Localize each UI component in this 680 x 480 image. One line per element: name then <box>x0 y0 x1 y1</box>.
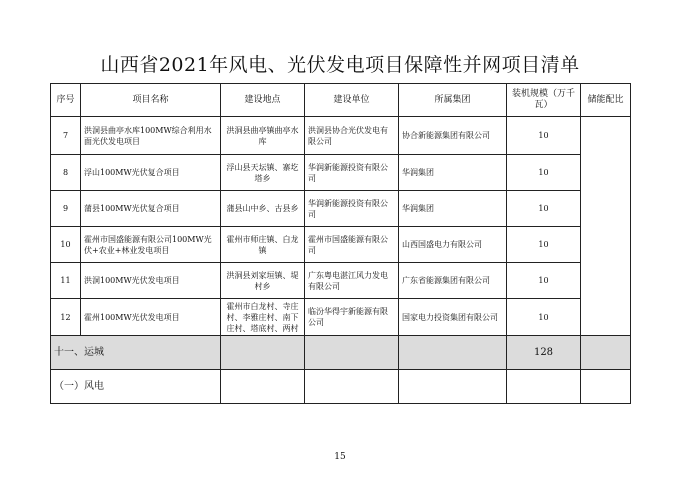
header-unit: 建设单位 <box>305 84 399 117</box>
cell-group: 华润集团 <box>399 155 507 191</box>
cell-location: 浮山县天坛镇、寨圪塔乡 <box>221 155 305 191</box>
region-name: 十一、运城 <box>51 336 221 370</box>
subcategory-name: （一）风电 <box>51 370 221 404</box>
cell-name: 洪洞县曲亭水库100MW综合利用水面光伏发电项目 <box>81 117 221 155</box>
cell-capacity: 10 <box>507 155 581 191</box>
cell-storage-merged <box>581 117 631 336</box>
region-row <box>51 336 631 370</box>
cell-unit: 华润新能源投资有限公司 <box>305 155 399 191</box>
cell-group: 山西国盛电力有限公司 <box>399 227 507 263</box>
region-empty-cell <box>305 336 399 370</box>
header-name: 项目名称 <box>81 84 221 117</box>
cell-unit: 广东粤电湛江风力发电有限公司 <box>305 263 399 299</box>
cell-group: 华润集团 <box>399 191 507 227</box>
table-header-row <box>51 84 631 117</box>
cell-name: 洪洞100MW光伏发电项目 <box>81 263 221 299</box>
table-row <box>51 191 631 227</box>
region-empty-cell <box>399 336 507 370</box>
cell-unit: 临汾华得宇新能源有限公司 <box>305 299 399 336</box>
cell-location: 蒲县山中乡、古县乡 <box>221 191 305 227</box>
cell-seq: 11 <box>51 263 81 299</box>
table-row <box>51 263 631 299</box>
cell-seq: 12 <box>51 299 81 336</box>
project-table <box>50 83 631 404</box>
cell-capacity: 10 <box>507 117 581 155</box>
table-row <box>51 227 631 263</box>
cell-name: 霍州市国盛能源有限公司100MW光伏+农业+林业发电项目 <box>81 227 221 263</box>
header-location: 建设地点 <box>221 84 305 117</box>
cell-group: 国家电力投资集团有限公司 <box>399 299 507 336</box>
subcategory-empty-cell <box>399 370 507 404</box>
region-capacity: 128 <box>507 336 581 370</box>
subcategory-row <box>51 370 631 404</box>
page-number: 15 <box>334 452 346 462</box>
cell-group: 协合新能源集团有限公司 <box>399 117 507 155</box>
subcategory-empty-cell <box>581 370 631 404</box>
header-storage: 储能配比 <box>581 84 631 117</box>
cell-seq: 8 <box>51 155 81 191</box>
cell-name: 蒲县100MW光伏复合项目 <box>81 191 221 227</box>
subcategory-empty-cell <box>507 370 581 404</box>
cell-capacity: 10 <box>507 263 581 299</box>
region-empty-cell <box>221 336 305 370</box>
subcategory-empty-cell <box>305 370 399 404</box>
header-seq: 序号 <box>51 84 81 117</box>
cell-capacity: 10 <box>507 191 581 227</box>
region-empty-cell <box>581 336 631 370</box>
cell-seq: 10 <box>51 227 81 263</box>
table-row <box>51 155 631 191</box>
cell-location: 霍州市师庄镇、白龙镇 <box>221 227 305 263</box>
cell-seq: 9 <box>51 191 81 227</box>
table-row <box>51 117 631 155</box>
page-title: 山西省2021年风电、光伏发电项目保障性并网项目清单 <box>100 54 580 76</box>
cell-capacity: 10 <box>507 227 581 263</box>
cell-location: 洪洞县刘家垣镇、堤村乡 <box>221 263 305 299</box>
cell-capacity: 10 <box>507 299 581 336</box>
header-group: 所属集团 <box>399 84 507 117</box>
cell-unit: 洪洞县协合光伏发电有限公司 <box>305 117 399 155</box>
table-row <box>51 299 631 336</box>
cell-seq: 7 <box>51 117 81 155</box>
cell-unit: 霍州市国盛能源有限公司 <box>305 227 399 263</box>
cell-name: 浮山100MW光伏复合项目 <box>81 155 221 191</box>
cell-group: 广东省能源集团有限公司 <box>399 263 507 299</box>
cell-location: 霍州市白龙村、寺庄村、李雅庄村、南下庄村、塔底村、两村 <box>221 299 305 336</box>
cell-location: 洪洞县曲亭镇曲亭水库 <box>221 117 305 155</box>
cell-unit: 华润新能源投资有限公司 <box>305 191 399 227</box>
header-capacity: 装机规模（万千瓦） <box>507 84 581 117</box>
subcategory-empty-cell <box>221 370 305 404</box>
cell-name: 霍州100MW光伏发电项目 <box>81 299 221 336</box>
